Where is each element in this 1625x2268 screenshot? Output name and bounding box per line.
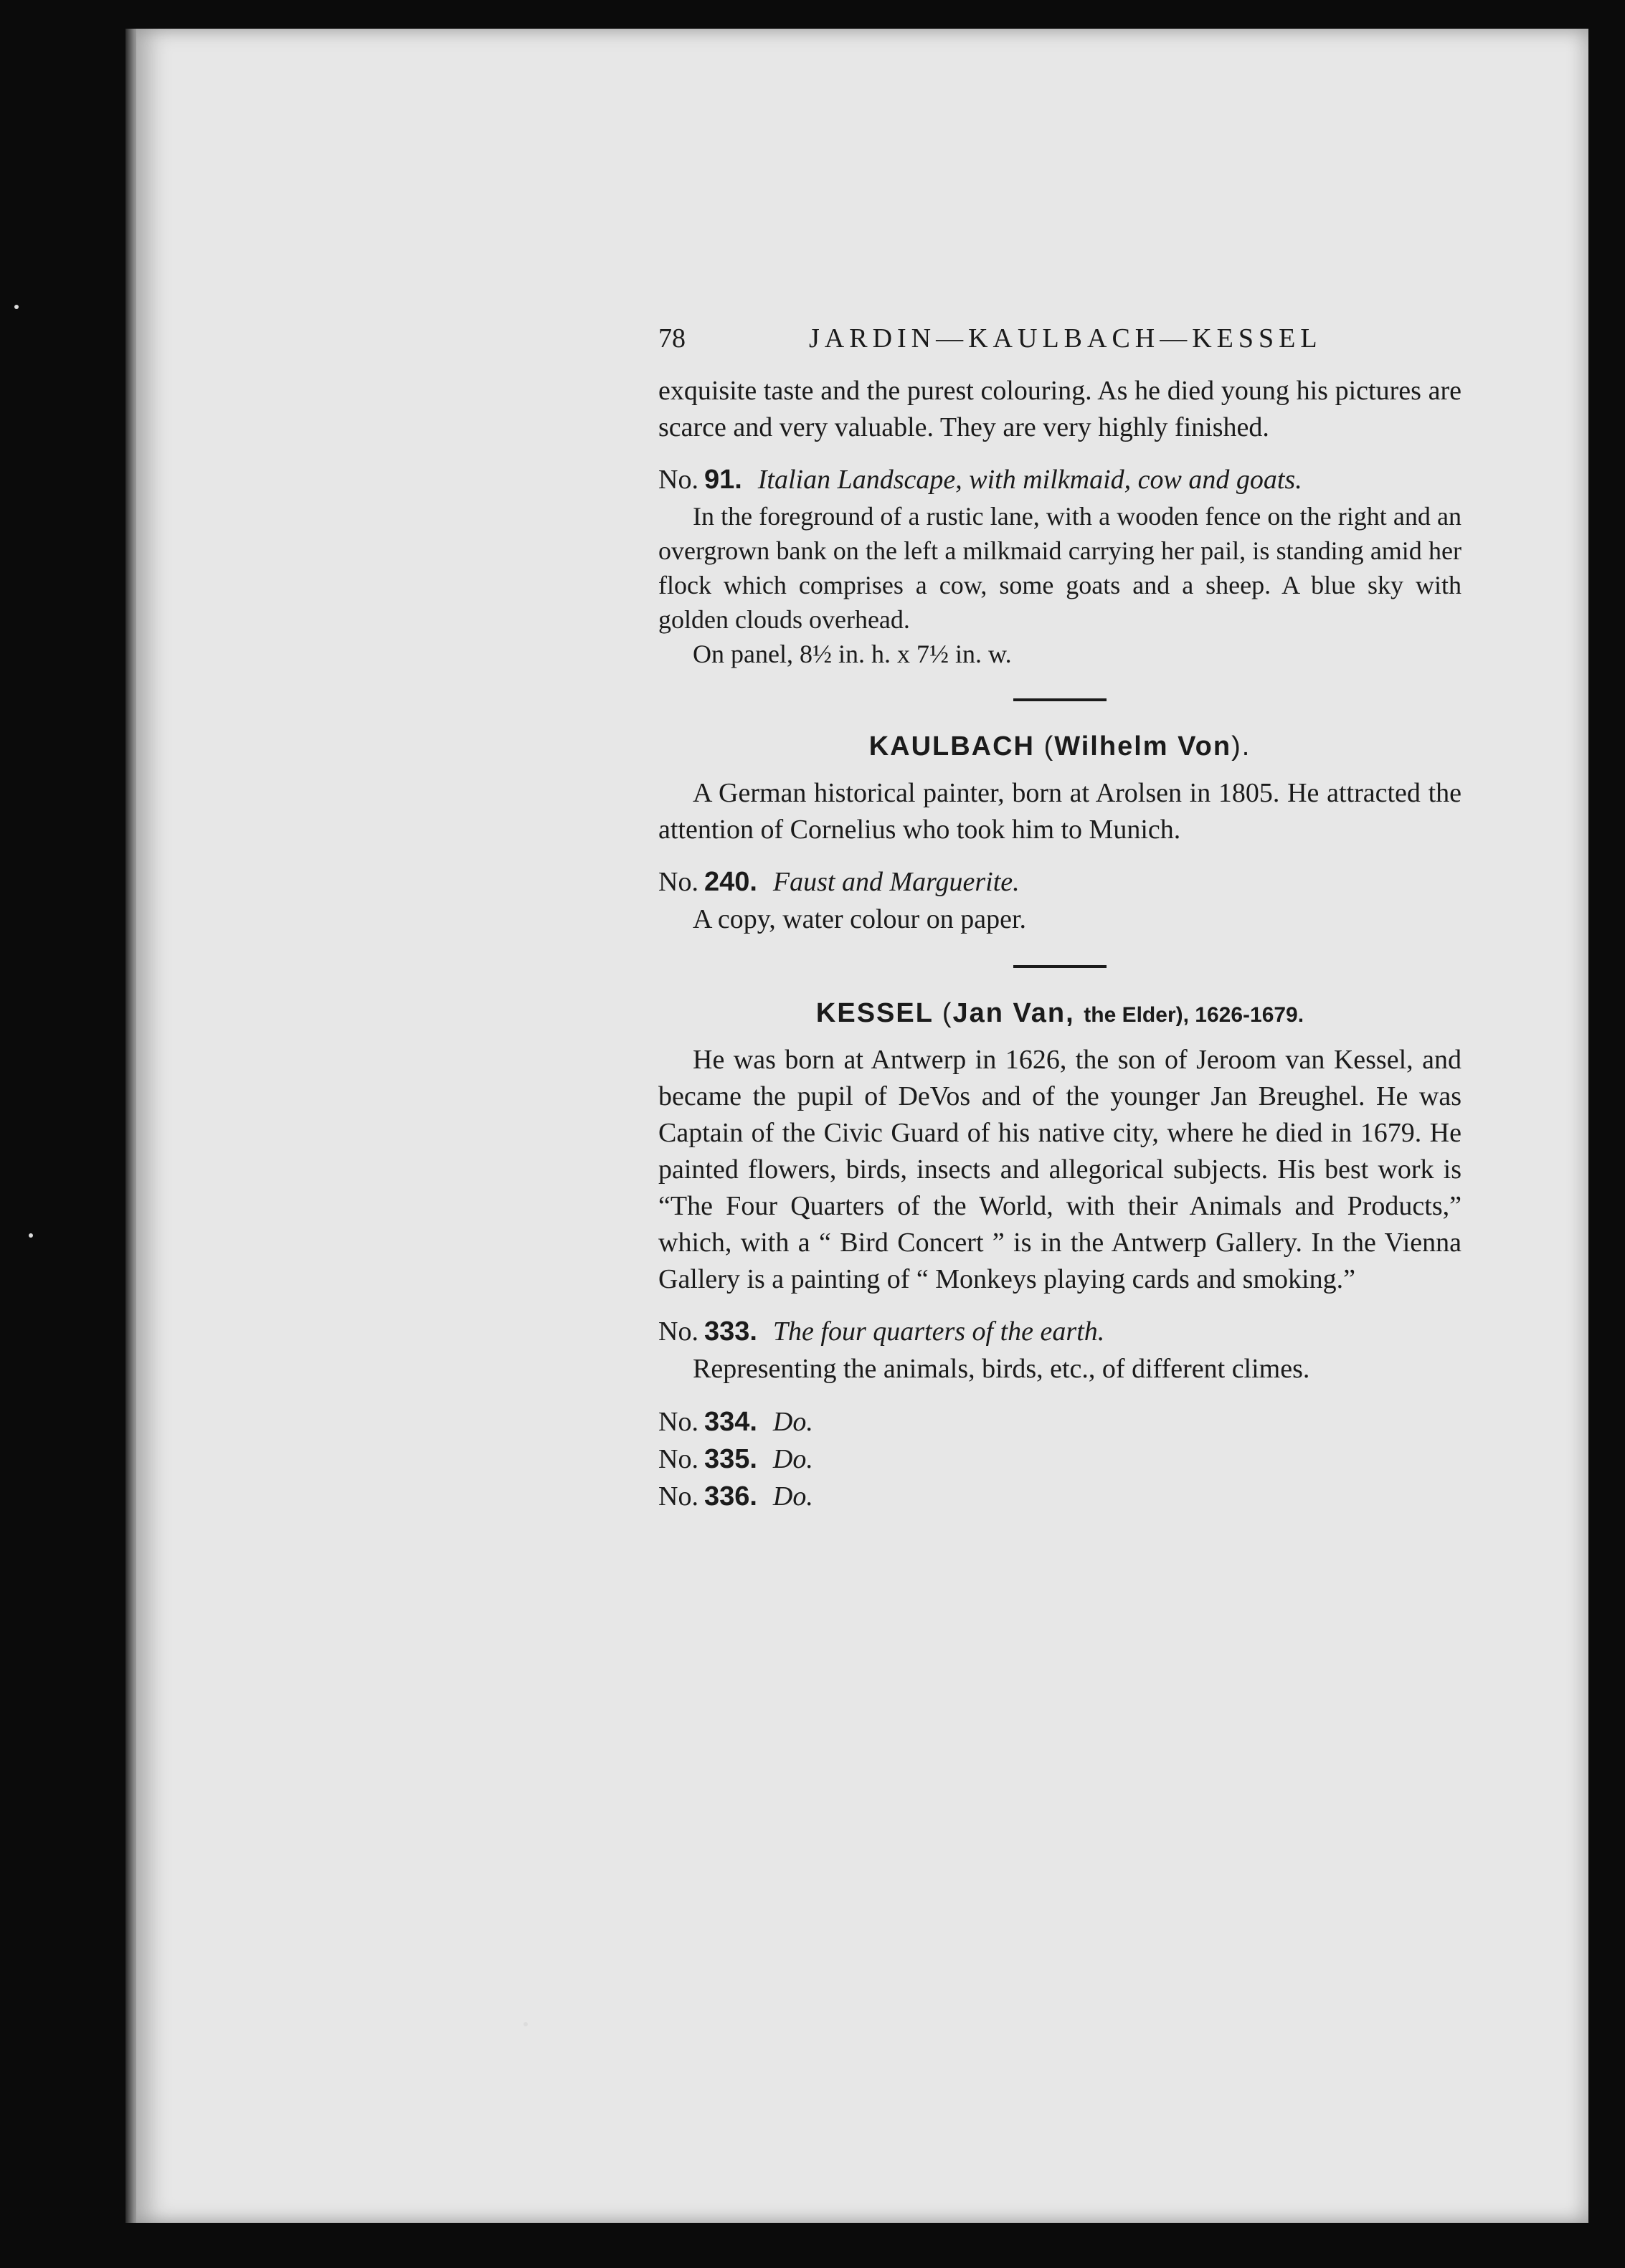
scan-speck xyxy=(523,2022,528,2026)
kessel-bio: He was born at Antwerp in 1626, the son of Jeroom van Kessel, and became the pupil of DeVos and of the younger Jan Breughel. He was Captain of the Civic Guard of his native city, where he died in 1679. He painted flowers, birds, insects and allegorical subjects. His best work is “The Four Quarters of the World, with their Animals and Products,” which, with a “ Bird Concert ” is in the Antwerp Gallery. In the Vienna Gallery is a painting of “ Monkeys playing cards and smoking.” xyxy=(658,1045,1461,1294)
catalogue-entry-91 xyxy=(658,460,1461,499)
entry-number: 91. xyxy=(703,465,742,495)
entry-no-label: No. xyxy=(658,1444,698,1474)
entry-no-label: No. xyxy=(658,465,698,495)
entry-title: Faust and Marguerite. xyxy=(772,867,1020,897)
entry-333-description: Representing the animals, birds, etc., of different climes. xyxy=(693,1354,1310,1384)
scan-speck xyxy=(29,1233,33,1238)
artist-dates: the Elder), 1626-1679. xyxy=(1084,1003,1304,1027)
jardin-continued-text: exquisite taste and the purest colouring. As he died young his pictures are scarce and very valuable. They are very highly finished. xyxy=(658,376,1461,442)
catalogue-entry-333 xyxy=(658,1312,1461,1351)
text-column xyxy=(658,323,1461,1515)
entry-number: 335. xyxy=(703,1444,757,1474)
entry-number: 240. xyxy=(703,867,757,897)
entry-no-label: No. xyxy=(658,867,698,897)
kaulbach-bio: A German historical painter, born at Arolsen in 1805. He attracted the attention of Cornelius who took him to Munich. xyxy=(658,778,1461,845)
entry-title: Do. xyxy=(772,1444,813,1474)
catalogue-entry-335 xyxy=(658,1441,1461,1478)
entry-number: 334. xyxy=(703,1407,757,1437)
artist-detail: Wilhelm Von xyxy=(1054,731,1232,761)
entry-91-description: In the foreground of a rustic lane, with a wooden fence on the right and an overgrown bank on the left a milkmaid carrying her pail, is standing amid her flock which comprises a cow, some goats and a sheep. A blue sky with golden clouds overhead. xyxy=(658,502,1461,634)
entry-number: 333. xyxy=(703,1316,757,1347)
entry-title: Italian Landscape, with milkmaid, cow and goats. xyxy=(757,465,1302,495)
entry-title: Do. xyxy=(772,1481,813,1512)
catalogue-entry-334 xyxy=(658,1403,1461,1441)
section-divider xyxy=(1013,698,1107,701)
scan-speck xyxy=(14,305,19,309)
catalogue-entry-240 xyxy=(658,863,1461,901)
artist-detail: Jan Van, xyxy=(952,998,1075,1028)
catalogue-entry-336 xyxy=(658,1478,1461,1515)
running-title: JARDIN—KAULBACH—KESSEL xyxy=(809,323,1322,354)
entry-number: 336. xyxy=(703,1481,757,1512)
running-head xyxy=(658,323,1461,373)
artist-heading-kaulbach: KAULBACH (Wilhelm Von). xyxy=(868,731,1251,761)
artist-name: KESSEL xyxy=(815,998,934,1028)
entry-title: Do. xyxy=(772,1407,813,1437)
entry-91-medium: On panel, 8½ in. h. x 7½ in. w. xyxy=(693,640,1012,668)
page-number: 78 xyxy=(658,323,686,354)
entry-no-label: No. xyxy=(658,1316,698,1347)
entry-240-medium: A copy, water colour on paper. xyxy=(693,904,1026,934)
artist-heading-kessel: KESSEL (Jan Van, the Elder), 1626-1679. xyxy=(815,998,1304,1028)
entry-no-label: No. xyxy=(658,1481,698,1512)
section-divider xyxy=(1013,965,1107,968)
entry-title: The four quarters of the earth. xyxy=(772,1316,1105,1347)
entry-no-label: No. xyxy=(658,1407,698,1437)
artist-name: KAULBACH xyxy=(868,731,1035,761)
